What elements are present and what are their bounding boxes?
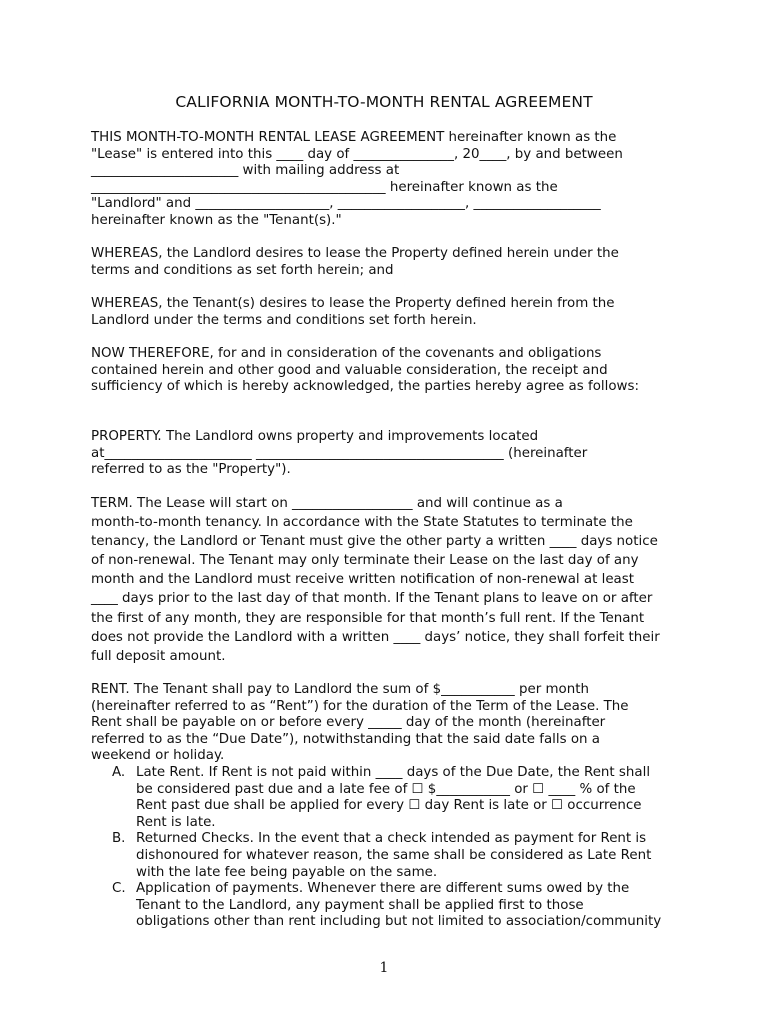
now-therefore-paragraph	[91, 346, 691, 396]
whereas-line: Landlord under the terms and conditions set forth herein.	[91, 312, 477, 328]
rent-paragraph	[91, 682, 691, 765]
list-item	[91, 831, 691, 881]
whereas-landlord-paragraph	[91, 246, 691, 279]
property-line: PROPERTY. The Landlord owns property and improvements located	[91, 429, 539, 444]
term-line: month-to-month tenancy. In accordance with the State Statutes to terminate the	[91, 515, 633, 531]
whereas-tenant-paragraph	[91, 296, 691, 329]
intro-line: "Landlord" and ____________________, ___________________, ___________________	[91, 196, 601, 212]
clause-line: Late Rent. If Rent is not paid within ____ days of the Due Date, the Rent shall	[136, 765, 651, 780]
rent-line: weekend or holiday.	[91, 748, 225, 764]
clause-line: Rent is late.	[136, 814, 216, 830]
intro-paragraph	[91, 130, 691, 230]
term-line: the first of any month, they are responsible for that month’s full rent. If the Tenant	[91, 610, 645, 626]
property-line: at______________________ _____________________________________ (hereinafter	[91, 445, 588, 461]
whereas-line: terms and conditions as set forth herein; and	[91, 262, 394, 278]
clause-line: Application of payments. Whenever there are different sums owed by the	[136, 881, 630, 897]
property-paragraph	[91, 429, 691, 479]
whereas-line: WHEREAS, the Landlord desires to lease the Property defined herein under the	[91, 246, 619, 261]
property-line: referred to as the "Property").	[91, 462, 291, 478]
intro-line: ____________________________________________ hereinafter known as the	[91, 179, 558, 195]
term-line: full deposit amount.	[91, 648, 226, 664]
document-title: CALIFORNIA MONTH-TO-MONTH RENTAL AGREEMENT	[175, 93, 593, 111]
rent-line: (hereinafter referred to as “Rent”) for the duration of the Term of the Lease. The	[91, 698, 629, 714]
intro-line: ______________________ with mailing address at	[91, 163, 400, 179]
rent-line: RENT. The Tenant shall pay to Landlord the sum of $___________ per month	[91, 682, 589, 697]
page-number: 1	[379, 960, 389, 976]
rent-subclauses-list	[91, 765, 691, 931]
clause-line: dishonoured for whatever reason, the same shall be considered as Late Rent	[136, 847, 652, 863]
therefore-line: NOW THEREFORE, for and in consideration of the covenants and obligations	[91, 346, 602, 361]
clause-line: Returned Checks. In the event that a check intended as payment for Rent is	[136, 831, 647, 847]
therefore-line: contained herein and other good and valuable consideration, the receipt and	[91, 362, 608, 378]
term-line: ____ days prior to the last day of that month. If the Tenant plans to leave on or after	[91, 591, 653, 607]
rent-line: referred to as the “Due Date”), notwithstanding that the said date falls on a	[91, 731, 600, 747]
clause-line: with the late fee being payable on the same.	[136, 864, 438, 880]
list-marker: B.	[112, 831, 126, 847]
list-item	[91, 765, 691, 831]
term-line: of non-renewal. The Tenant may only terminate their Lease on the last day of any	[91, 553, 639, 569]
list-marker: C.	[112, 881, 126, 897]
intro-line: "Lease" is entered into this ____ day of _______________, 20____, by and between	[91, 146, 623, 162]
whereas-line: WHEREAS, the Tenant(s) desires to lease the Property defined herein from the	[91, 296, 615, 311]
clause-line: Rent past due shall be applied for every ☐ day Rent is late or ☐ occurrence	[136, 798, 642, 814]
intro-line: hereinafter known as the "Tenant(s)."	[91, 212, 342, 228]
clause-line: Tenant to the Landlord, any payment shall be applied first to those	[136, 897, 584, 913]
therefore-line: sufficiency of which is hereby acknowledged, the parties hereby agree as follows:	[91, 379, 639, 395]
term-line: tenancy, the Landlord or Tenant must give the other party a written ____ days notice	[91, 534, 658, 550]
term-paragraph	[91, 494, 691, 666]
term-line: does not provide the Landlord with a written ____ days’ notice, they shall forfeit their	[91, 629, 660, 645]
rent-line: Rent shall be payable on or before every _____ day of the month (hereinafter	[91, 715, 606, 731]
intro-line: THIS MONTH-TO-MONTH RENTAL LEASE AGREEMENT hereinafter known as the	[91, 130, 617, 145]
clause-line: be considered past due and a late fee of ☐ $___________ or ☐ ____ % of the	[136, 781, 636, 797]
term-line: month and the Landlord must receive written notification of non-renewal at least	[91, 572, 634, 588]
list-marker: A.	[112, 765, 126, 780]
clause-line: obligations other than rent including but not limited to association/community	[136, 914, 662, 930]
term-line: TERM. The Lease will start on __________________ and will continue as a	[91, 496, 563, 511]
list-item	[91, 881, 691, 931]
